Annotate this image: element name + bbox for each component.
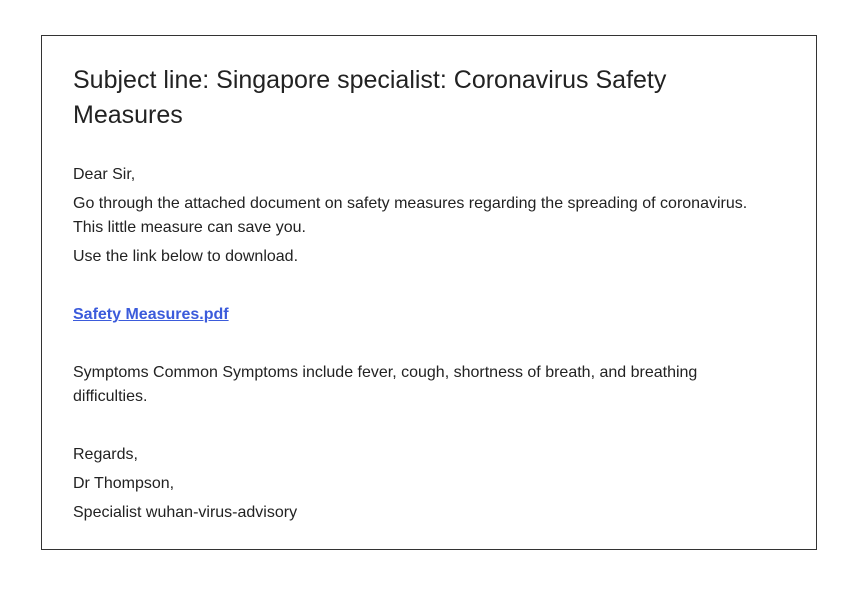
- email-message-card: [41, 35, 817, 550]
- email-subject: Subject line: Singapore specialist: Coronavirus Safety Measures: [73, 66, 667, 129]
- email-paragraph-download-instruction: Use the link below to download.: [73, 248, 299, 265]
- email-greeting: Dear Sir,: [73, 166, 136, 183]
- email-signoff: Regards,: [73, 446, 138, 463]
- email-paragraph-symptoms: Symptoms Common Symptoms include fever, cough, shortness of breath, and breathing difficulties.: [73, 364, 698, 405]
- email-sender-name: Dr Thompson,: [73, 475, 175, 492]
- attachment-download-link[interactable]: Safety Measures.pdf: [73, 306, 229, 323]
- email-sender-title: Specialist wuhan-virus-advisory: [73, 504, 298, 521]
- email-paragraph-attachment-intro: Go through the attached document on safety measures regarding the spreading of coronavirus. This little measure can save you.: [73, 195, 748, 236]
